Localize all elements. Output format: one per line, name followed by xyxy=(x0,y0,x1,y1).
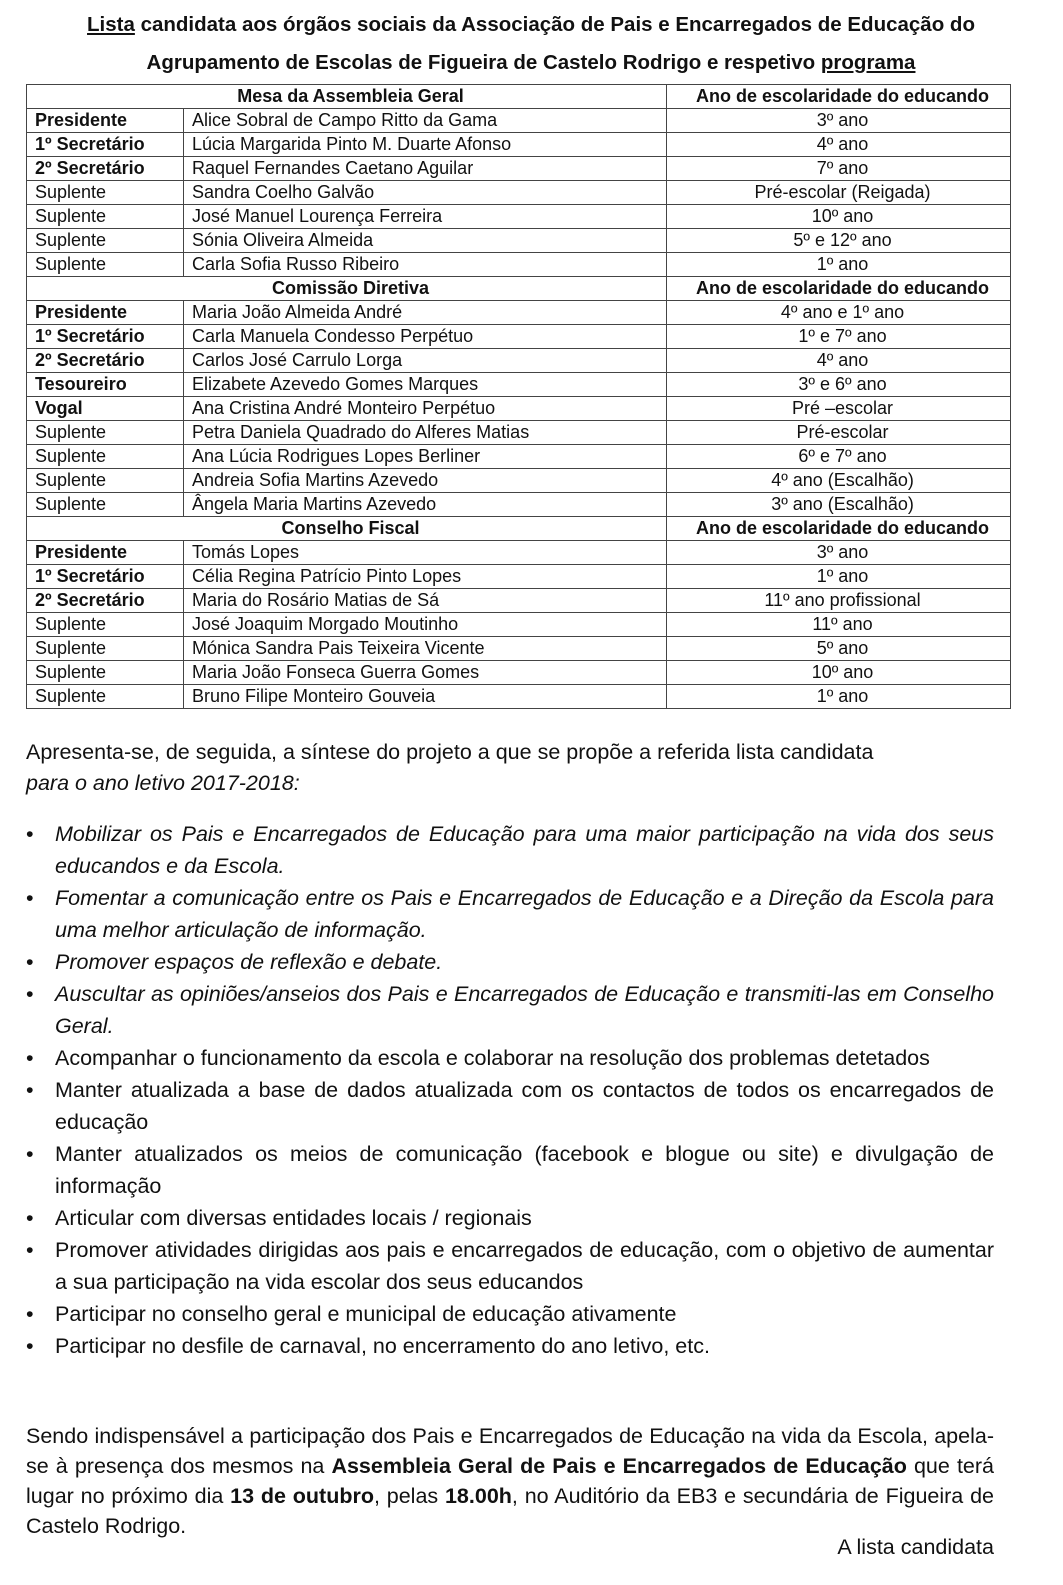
name-cell: Ana Cristina André Monteiro Perpétuo xyxy=(184,397,667,421)
table-row xyxy=(27,637,1011,661)
name-cell: Petra Daniela Quadrado do Alferes Matias xyxy=(184,421,667,445)
list-item xyxy=(26,818,994,882)
list-item-text: Manter atualizados os meios de comunicação (facebook e blogue ou site) e divulgação de informação xyxy=(55,1142,994,1198)
role-cell: Presidente xyxy=(27,301,184,325)
table-row xyxy=(27,469,1011,493)
candidate-table xyxy=(26,84,1011,709)
list-item xyxy=(26,1202,994,1234)
list-item xyxy=(26,1298,994,1330)
name-cell: Ângela Maria Martins Azevedo xyxy=(184,493,667,517)
role-cell: 2º Secretário xyxy=(27,349,184,373)
section-heading: Conselho Fiscal xyxy=(27,517,667,541)
name-cell: Carla Sofia Russo Ribeiro xyxy=(184,253,667,277)
table-row xyxy=(27,373,1011,397)
closing-text-3: , pelas xyxy=(373,1484,445,1508)
role-cell: 1º Secretário xyxy=(27,565,184,589)
year-cell: 11º ano xyxy=(667,613,1011,637)
list-item-text: Promover atividades dirigidas aos pais e encarregados de educação, com o objetivo de aumentar a sua participação na vida escolar dos seus educandos xyxy=(55,1238,994,1294)
title-underlined-programa: programa xyxy=(820,51,916,74)
intro-line-2: para o ano letivo 2017-2018: xyxy=(26,771,300,795)
list-item-text: Articular com diversas entidades locais / regionais xyxy=(55,1206,532,1230)
name-cell: Célia Regina Patrício Pinto Lopes xyxy=(184,565,667,589)
name-cell: Sandra Coelho Galvão xyxy=(184,181,667,205)
bullet-icon: • xyxy=(26,1334,34,1358)
role-cell: Suplente xyxy=(27,445,184,469)
list-item-text: Promover espaços de reflexão e debate. xyxy=(55,950,443,974)
closing-bold-time: 18.00h xyxy=(444,1484,512,1508)
closing-text-4: , no Auditório da EB3 e secundária de Figueira de Castelo Rodrigo. xyxy=(26,1484,994,1538)
year-cell: 4º ano (Escalhão) xyxy=(667,469,1011,493)
list-item-text: Acompanhar o funcionamento da escola e colaborar na resolução dos problemas detetados xyxy=(55,1046,930,1070)
year-cell: 1º ano xyxy=(667,253,1011,277)
table-row xyxy=(27,421,1011,445)
list-item xyxy=(26,882,994,946)
table-row xyxy=(27,133,1011,157)
role-cell: Suplente xyxy=(27,493,184,517)
table-row xyxy=(27,661,1011,685)
year-cell: Pré-escolar xyxy=(667,421,1011,445)
role-cell: 1º Secretário xyxy=(27,133,184,157)
year-cell: 1º ano xyxy=(667,685,1011,709)
section-header-row xyxy=(27,517,1011,541)
title-line-2 xyxy=(26,44,1036,82)
table-row xyxy=(27,613,1011,637)
list-item xyxy=(26,1074,994,1138)
bullet-icon: • xyxy=(26,1302,34,1326)
role-cell: Suplente xyxy=(27,205,184,229)
year-heading: Ano de escolaridade do educando xyxy=(667,85,1011,109)
year-cell: 3º ano (Escalhão) xyxy=(667,493,1011,517)
name-cell: Carlos José Carrulo Lorga xyxy=(184,349,667,373)
name-cell: Maria do Rosário Matias de Sá xyxy=(184,589,667,613)
year-heading: Ano de escolaridade do educando xyxy=(667,517,1011,541)
name-cell: Andreia Sofia Martins Azevedo xyxy=(184,469,667,493)
year-cell: 4º ano e 1º ano xyxy=(667,301,1011,325)
bullet-icon: • xyxy=(26,886,34,910)
list-item xyxy=(26,1042,994,1074)
role-cell: Suplente xyxy=(27,661,184,685)
name-cell: Maria João Almeida André xyxy=(184,301,667,325)
list-item xyxy=(26,946,994,978)
year-cell: 4º ano xyxy=(667,133,1011,157)
bullet-icon: • xyxy=(26,950,34,974)
closing-bold-date: 13 de outubro xyxy=(230,1484,374,1508)
table-row xyxy=(27,301,1011,325)
role-cell: Presidente xyxy=(27,109,184,133)
year-cell: 3º ano xyxy=(667,541,1011,565)
list-item-text: Participar no desfile de carnaval, no encerramento do ano letivo, etc. xyxy=(55,1334,710,1358)
section-header-row xyxy=(27,85,1011,109)
name-cell: Sónia Oliveira Almeida xyxy=(184,229,667,253)
role-cell: Suplente xyxy=(27,469,184,493)
bullet-icon: • xyxy=(26,1238,34,1262)
year-cell: 10º ano xyxy=(667,205,1011,229)
name-cell: José Manuel Lourença Ferreira xyxy=(184,205,667,229)
year-cell: 5º e 12º ano xyxy=(667,229,1011,253)
table-row xyxy=(27,181,1011,205)
bullet-icon: • xyxy=(26,1206,34,1230)
role-cell: Suplente xyxy=(27,613,184,637)
name-cell: Ana Lúcia Rodrigues Lopes Berliner xyxy=(184,445,667,469)
role-cell: Suplente xyxy=(27,685,184,709)
name-cell: Mónica Sandra Pais Teixeira Vicente xyxy=(184,637,667,661)
year-cell: 4º ano xyxy=(667,349,1011,373)
role-cell: Presidente xyxy=(27,541,184,565)
role-cell: 1º Secretário xyxy=(27,325,184,349)
intro-line-1: Apresenta-se, de seguida, a síntese do projeto a que se propõe a referida lista candidata xyxy=(26,740,874,764)
table-row xyxy=(27,589,1011,613)
role-cell: Suplente xyxy=(27,421,184,445)
table-row xyxy=(27,349,1011,373)
list-item xyxy=(26,978,994,1042)
program-list xyxy=(26,818,994,1362)
table-row xyxy=(27,541,1011,565)
closing-paragraph xyxy=(26,1421,994,1541)
table-row xyxy=(27,229,1011,253)
table-row xyxy=(27,325,1011,349)
year-cell: 7º ano xyxy=(667,157,1011,181)
list-item xyxy=(26,1234,994,1298)
section-heading: Comissão Diretiva xyxy=(27,277,667,301)
table-row xyxy=(27,205,1011,229)
section-header-row xyxy=(27,277,1011,301)
name-cell: Bruno Filipe Monteiro Gouveia xyxy=(184,685,667,709)
year-cell: Pré –escolar xyxy=(667,397,1011,421)
list-item-text: Fomentar a comunicação entre os Pais e Encarregados de Educação e a Direção da Escola para uma melhor articulação de informação. xyxy=(55,886,994,942)
year-cell: 3º ano xyxy=(667,109,1011,133)
list-item-text: Participar no conselho geral e municipal de educação ativamente xyxy=(55,1302,677,1326)
list-item-text: Auscultar as opiniões/anseios dos Pais e Encarregados de Educação e transmiti-las em Conselho Geral. xyxy=(55,982,994,1038)
bullet-icon: • xyxy=(26,1142,34,1166)
name-cell: Alice Sobral de Campo Ritto da Gama xyxy=(184,109,667,133)
role-cell: Suplente xyxy=(27,229,184,253)
intro-paragraph xyxy=(26,737,994,799)
name-cell: Lúcia Margarida Pinto M. Duarte Afonso xyxy=(184,133,667,157)
year-cell: 1º e 7º ano xyxy=(667,325,1011,349)
bullet-icon: • xyxy=(26,1078,34,1102)
name-cell: Tomás Lopes xyxy=(184,541,667,565)
bullet-icon: • xyxy=(26,1046,34,1070)
year-cell: 1º ano xyxy=(667,565,1011,589)
table-row xyxy=(27,109,1011,133)
year-cell: 10º ano xyxy=(667,661,1011,685)
title-text-2: Agrupamento de Escolas de Figueira de Castelo Rodrigo e respetivo xyxy=(146,51,821,74)
role-cell: Vogal xyxy=(27,397,184,421)
table-row xyxy=(27,493,1011,517)
role-cell: Suplente xyxy=(27,181,184,205)
role-cell: 2º Secretário xyxy=(27,589,184,613)
year-cell: Pré-escolar (Reigada) xyxy=(667,181,1011,205)
table-row xyxy=(27,685,1011,709)
role-cell: Tesoureiro xyxy=(27,373,184,397)
title-text-1: candidata aos órgãos sociais da Associação de Pais e Encarregados de Educação do xyxy=(134,13,975,36)
role-cell: Suplente xyxy=(27,253,184,277)
year-cell: 6º e 7º ano xyxy=(667,445,1011,469)
signature: A lista candidata xyxy=(837,1535,994,1559)
year-cell: 3º e 6º ano xyxy=(667,373,1011,397)
year-cell: 5º ano xyxy=(667,637,1011,661)
list-item-text: Manter atualizada a base de dados atualizada com os contactos de todos os encarregados de educação xyxy=(55,1078,994,1134)
closing-text-2: que terá lugar no próximo dia xyxy=(26,1454,994,1508)
list-item xyxy=(26,1330,994,1362)
year-cell: 11º ano profissional xyxy=(667,589,1011,613)
section-heading: Mesa da Assembleia Geral xyxy=(27,85,667,109)
year-heading: Ano de escolaridade do educando xyxy=(667,277,1011,301)
closing-text-1: Sendo indispensável a participação dos Pais e Encarregados de Educação na vida da Escola, apela-se à presença dos mesmos na xyxy=(26,1424,994,1478)
table-row xyxy=(27,397,1011,421)
name-cell: Maria João Fonseca Guerra Gomes xyxy=(184,661,667,685)
candidate-table-body xyxy=(27,85,1011,709)
name-cell: José Joaquim Morgado Moutinho xyxy=(184,613,667,637)
title-underlined-lista: Lista xyxy=(87,13,135,36)
table-row xyxy=(27,157,1011,181)
role-cell: 2º Secretário xyxy=(27,157,184,181)
list-item xyxy=(26,1138,994,1202)
list-item-text: Mobilizar os Pais e Encarregados de Educação para uma maior participação na vida dos seus educandos e da Escola. xyxy=(55,822,994,878)
closing-bold-assembly: Assembleia Geral de Pais e Encarregados de Educação xyxy=(331,1454,907,1478)
title-line-1 xyxy=(26,6,1036,44)
document-title xyxy=(26,6,1036,82)
name-cell: Elizabete Azevedo Gomes Marques xyxy=(184,373,667,397)
bullet-icon: • xyxy=(26,982,34,1006)
table-row xyxy=(27,253,1011,277)
name-cell: Carla Manuela Condesso Perpétuo xyxy=(184,325,667,349)
table-row xyxy=(27,565,1011,589)
role-cell: Suplente xyxy=(27,637,184,661)
table-row xyxy=(27,445,1011,469)
name-cell: Raquel Fernandes Caetano Aguilar xyxy=(184,157,667,181)
bullet-icon: • xyxy=(26,822,34,846)
